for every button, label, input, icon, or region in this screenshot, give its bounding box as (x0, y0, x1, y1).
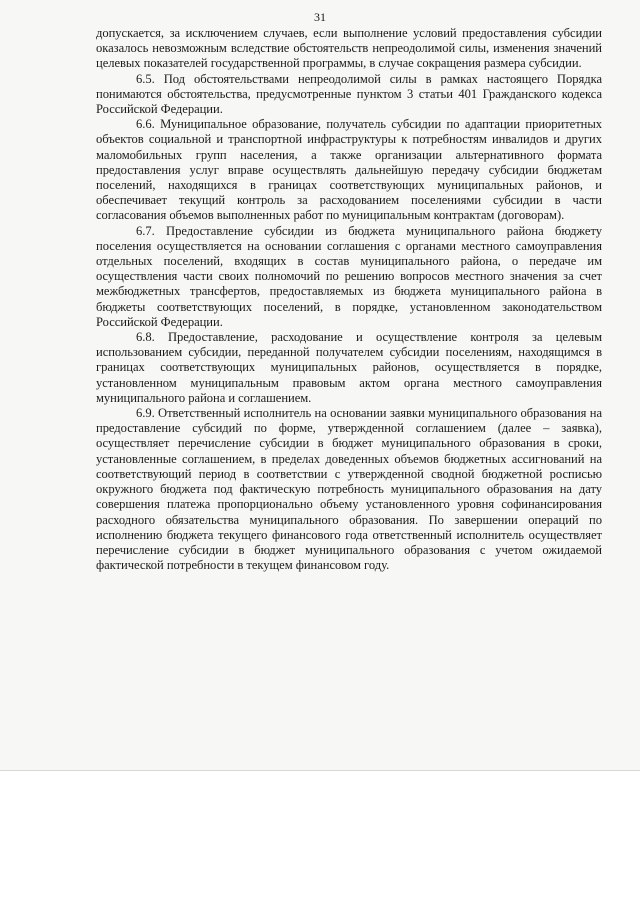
page-number: 31 (314, 10, 326, 24)
paragraph-6-7: 6.7. Предоставление субсидии из бюджета муниципального района бюджету поселения осуществляется на основании соглашения с органами местного самоуправления отдельных поселений, входящих в состав муниципального района, о передаче им осуществления части своих полномочий по решению вопросов местного значения за счет межбюджетных трансфертов, предоставляемых из бюджета муниципального района в бюджеты соответствующих поселений, в порядке, установленном законодательством Российской Федерации. (96, 223, 602, 329)
paragraph-6-9: 6.9. Ответственный исполнитель на основании заявки муниципального образования на предоставление субсидий по форме, утвержденной соглашением (далее – заявка), осуществляет перечисление субсидии в бюджет муниципального образования в сроки, установленные соглашением, в пределах доведенных объемов бюджетных ассигнований на соответствующий период в соответствии с утвержденной сводной бюджетной росписью окружного бюджета под фактическую потребность муниципального образования на дату совершения платежа пропорционально объему установленного уровня софинансирования расходного обязательства муниципального образования. По завершении операций по исполнению бюджета текущего финансового года ответственный исполнитель осуществляет перечисление субсидии в бюджет муниципального образования с учетом ожидаемой фактической потребности в текущем финансовом году. (96, 406, 602, 573)
paragraph-6-5: 6.5. Под обстоятельствами непреодолимой силы в рамках настоящего Порядка понимаются обстоятельства, предусмотренные пунктом 3 статьи 401 Гражданского кодекса Российской Федерации. (96, 71, 602, 117)
paragraph-6-6: 6.6. Муниципальное образование, получатель субсидии по адаптации приоритетных объектов социальной и транспортной инфраструктуры к потребностям инвалидов и других маломобильных групп населения, а также организации альтернативного формата предоставления услуг вправе осуществлять дальнейшую передачу субсидии бюджетам поселений, находящихся в границах соответствующих муниципальных районов, и обеспечивает текущий контроль за расходованием поселениями субсидии в части согласования объемов выполненных работ по муниципальным контрактам (договорам). (96, 117, 602, 223)
paragraph-6-8: 6.8. Предоставление, расходование и осуществление контроля за целевым использованием субсидии, переданной получателем субсидии поселениям, находящимся в границах соответствующих муниципальных районов, осуществляется в порядке, установленном муниципальным правовым актом органа местного самоуправления муниципального района и соглашением. (96, 330, 602, 405)
document-body (96, 26, 602, 573)
blank-area-below-page (0, 771, 640, 905)
paragraph-continuation: допускается, за исключением случаев, если выполнение условий предоставления субсидии оказалось невозможным вследствие обстоятельств непреодолимой силы, изменения значений целевых показателей государственной программы, в случае сокращения размера субсидии. (96, 26, 602, 71)
